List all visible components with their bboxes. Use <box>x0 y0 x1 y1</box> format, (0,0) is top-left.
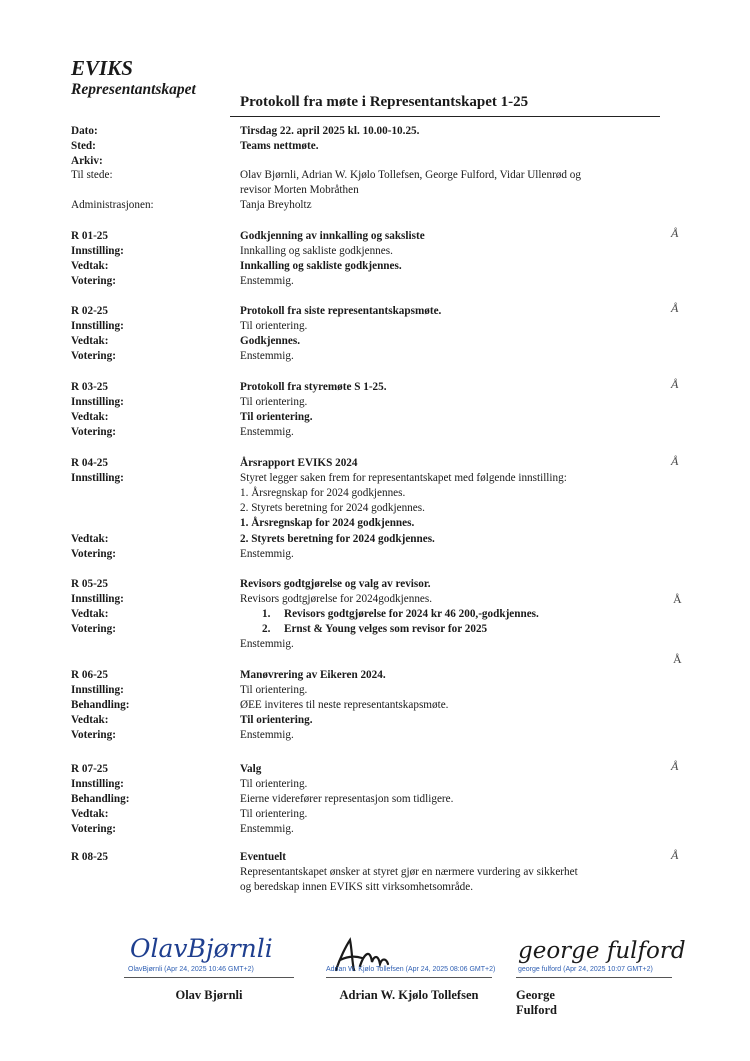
margin-mark: Å <box>671 848 679 862</box>
agenda-item-line <box>0 637 750 652</box>
agenda-item-title: Eventuelt <box>240 851 286 863</box>
meta-value: Tirsdag 22. april 2025 kl. 10.00-10.25. <box>240 125 420 137</box>
meta-row <box>0 124 750 139</box>
agenda-line-value: Eierne viderefører representasjon som tidligere. <box>240 793 454 806</box>
agenda-item-line <box>0 410 750 425</box>
svg-text:OlavBjørnli: OlavBjørnli <box>130 934 273 963</box>
meta-label: Arkiv: <box>71 155 103 167</box>
agenda-line-label: Vedtak: <box>71 714 109 727</box>
org-name: EVIKS <box>71 56 133 80</box>
agenda-line-value: Til orientering. <box>240 411 313 424</box>
agenda-item-line <box>0 334 750 349</box>
agenda-line-label: Vedtak: <box>71 608 109 621</box>
agenda-line-value: 1. Årsregnskap for 2024 godkjennes. <box>240 517 415 530</box>
agenda-line-label: Votering: <box>71 547 116 560</box>
agenda-line-label: Innstilling: <box>71 593 124 606</box>
meta-row <box>0 139 750 154</box>
svg-text:george fulford: george fulford <box>518 938 686 964</box>
document-title: Protokoll fra møte i Representantskapet 1-25 <box>240 94 529 110</box>
agenda-item-line <box>0 532 750 547</box>
agenda-line-value: Til orientering. <box>240 778 308 791</box>
agenda-line-label: Innstilling: <box>71 245 124 258</box>
meta-row <box>0 198 750 213</box>
meta-value: Olav Bjørnli, Adrian W. Kjølo Tollefsen, George Fulford, Vidar Ullenrød og <box>240 169 581 181</box>
agenda-item-line <box>0 607 750 622</box>
signature-3-name: George Fulford <box>516 988 557 1017</box>
agenda-item-line <box>0 259 750 274</box>
agenda-item-line <box>0 792 750 807</box>
agenda-item-line <box>0 547 750 562</box>
signature-1-handwriting <box>128 930 298 964</box>
agenda-line-value: Innkalling og sakliste godkjennes. <box>240 260 402 273</box>
agenda-item-heading <box>0 456 750 471</box>
agenda-item-code: R 02-25 <box>71 305 108 317</box>
agenda-item-line <box>0 395 750 410</box>
agenda-line-label: Votering: <box>71 426 116 439</box>
meta-label: Administrasjonen: <box>71 199 154 211</box>
agenda-item-line <box>0 713 750 728</box>
agenda-item-code: R 07-25 <box>71 763 108 775</box>
agenda-item-title: Godkjenning av innkalling og saksliste <box>240 230 425 242</box>
agenda-line-label: Votering: <box>71 823 116 836</box>
agenda-line-label: Vedtak: <box>71 808 109 821</box>
agenda-line-value: og beredskap innen EVIKS sitt virksomhetsområde. <box>240 881 474 894</box>
agenda-line-value: Til orientering. <box>240 808 308 821</box>
agenda-item-line <box>0 425 750 440</box>
agenda-line-label: Innstilling: <box>71 472 124 485</box>
numbered-decision <box>262 607 539 622</box>
agenda-line-value: Enstemmig. <box>240 426 294 439</box>
agenda-line-label: Behandling: <box>71 793 130 806</box>
agenda-item-line <box>0 486 750 501</box>
agenda-line-label: Votering: <box>71 729 116 742</box>
meta-row <box>0 168 750 183</box>
meta-label: Dato: <box>71 125 98 137</box>
agenda-item-heading <box>0 229 750 244</box>
agenda-line-value: Til orientering. <box>240 320 308 333</box>
agenda-item-line <box>0 592 750 607</box>
margin-mark: Å <box>671 454 679 468</box>
meta-value: Tanja Breyholtz <box>240 199 312 211</box>
signature-3-handwriting <box>516 933 686 967</box>
signature-2-line <box>326 977 492 978</box>
agenda-item-code: R 03-25 <box>71 381 108 393</box>
list-number: 1. <box>262 608 271 621</box>
agenda-line-value: 1. Årsregnskap for 2024 godkjennes. <box>240 487 406 500</box>
agenda-item-line <box>0 319 750 334</box>
agenda-item-code: R 05-25 <box>71 578 108 590</box>
agenda-line-value: 2. Styrets beretning for 2024 godkjennes. <box>240 502 425 515</box>
agenda-item-heading <box>0 668 750 683</box>
list-number: 2. <box>262 623 271 636</box>
agenda-line-value: Enstemmig. <box>240 823 294 836</box>
agenda-line-label: Innstilling: <box>71 684 124 697</box>
agenda-item-line <box>0 683 750 698</box>
agenda-item-line <box>0 807 750 822</box>
agenda-item-title: Valg <box>240 763 262 775</box>
signature-2-stamp: Adrian W. Kjølo Tollefsen (Apr 24, 2025 08:06 GMT+2) <box>326 966 496 973</box>
agenda-line-value: Representantskapet ønsker at styret gjør en nærmere vurdering av sikkerhet <box>240 866 578 879</box>
agenda-line-value: Til orientering. <box>240 714 313 727</box>
meta-row <box>0 154 750 169</box>
org-subtitle: Representantskapet <box>71 81 196 98</box>
meta-value: Teams nettmøte. <box>240 140 319 152</box>
margin-mark: Å <box>671 759 679 773</box>
agenda-item-line <box>0 349 750 364</box>
meta-value: revisor Morten Mobråthen <box>240 184 359 196</box>
meta-label: Sted: <box>71 140 96 152</box>
agenda-line-label: Votering: <box>71 350 116 363</box>
agenda-item-title: Revisors godtgjørelse og valg av revisor. <box>240 578 431 590</box>
agenda-item-code: R 08-25 <box>71 851 108 863</box>
agenda-item-line <box>0 274 750 289</box>
agenda-line-value: Enstemmig. <box>240 275 294 288</box>
agenda-line-label: Votering: <box>71 623 116 636</box>
agenda-item-code: R 06-25 <box>71 669 108 681</box>
agenda-item-code: R 01-25 <box>71 230 108 242</box>
agenda-line-value: Til orientering. <box>240 684 308 697</box>
agenda-item-heading <box>0 577 750 592</box>
agenda-line-value: Enstemmig. <box>240 350 294 363</box>
agenda-line-value: 2. Styrets beretning for 2024 godkjennes. <box>240 532 435 545</box>
agenda-line-value: Innkalling og sakliste godkjennes. <box>240 245 393 258</box>
agenda-item-line <box>0 471 750 486</box>
agenda-item-title: Manøvrering av Eikeren 2024. <box>240 669 386 681</box>
agenda-item-heading <box>0 380 750 395</box>
numbered-decision <box>262 622 487 637</box>
agenda-item-line <box>0 822 750 837</box>
meta-row <box>0 183 750 198</box>
agenda-item-line <box>0 501 750 516</box>
agenda-line-value: Enstemmig. <box>240 638 294 651</box>
agenda-line-value: ØEE inviteres til neste representantskapsmøte. <box>240 699 449 712</box>
agenda-line-label: Behandling: <box>71 699 130 712</box>
signature-1-name: Olav Bjørnli <box>175 988 243 1002</box>
list-text: Ernst & Young velges som revisor for 2025 <box>284 623 488 636</box>
agenda-line-value: Enstemmig. <box>240 547 294 560</box>
agenda-item-line <box>0 698 750 713</box>
margin-mark: Å <box>671 377 679 391</box>
agenda-line-label: Innstilling: <box>71 396 124 409</box>
agenda-line-value: Godkjennes. <box>240 335 300 348</box>
agenda-item-line <box>0 880 750 895</box>
agenda-item-title: Årsrapport EVIKS 2024 <box>240 457 358 469</box>
agenda-item-title: Protokoll fra styremøte S 1-25. <box>240 381 387 393</box>
agenda-line-label: Vedtak: <box>71 532 109 545</box>
agenda-line-value: Styret legger saken frem for representantskapet med følgende innstilling: <box>240 472 567 485</box>
agenda-item-line <box>0 244 750 259</box>
agenda-item-line <box>0 622 750 637</box>
signature-1-stamp: OlavBjørnli (Apr 24, 2025 10:46 GMT+2) <box>128 966 254 973</box>
agenda-item-heading <box>0 850 750 865</box>
agenda-line-label: Vedtak: <box>71 335 109 348</box>
agenda-line-label: Innstilling: <box>71 778 124 791</box>
agenda-line-label: Vedtak: <box>71 411 109 424</box>
agenda-item-line <box>0 777 750 792</box>
margin-mark: Å <box>671 226 679 240</box>
agenda-line-value: Enstemmig. <box>240 729 294 742</box>
margin-mark: Å <box>673 592 682 606</box>
agenda-item-line <box>0 865 750 880</box>
margin-mark: Å <box>673 652 682 666</box>
agenda-item-line <box>0 516 750 531</box>
agenda-line-value: Til orientering. <box>240 396 308 409</box>
signature-1-line <box>124 977 294 978</box>
meta-label: Til stede: <box>71 169 113 181</box>
list-text: Revisors godtgjørelse for 2024 kr 46 200,-godkjennes. <box>284 608 539 621</box>
agenda-line-value: Revisors godtgjørelse for 2024godkjennes. <box>240 593 433 606</box>
agenda-item-code: R 04-25 <box>71 457 108 469</box>
agenda-line-label: Votering: <box>71 275 116 288</box>
signature-2-name: Adrian W. Kjølo Tollefsen <box>339 988 479 1002</box>
agenda-item-line <box>0 728 750 743</box>
signature-3-line <box>516 977 672 978</box>
signature-3-stamp: george fulford (Apr 24, 2025 10:07 GMT+2) <box>518 966 653 973</box>
title-divider <box>230 116 660 117</box>
agenda-item-heading <box>0 304 750 319</box>
agenda-line-label: Innstilling: <box>71 320 124 333</box>
margin-mark: Å <box>671 301 679 315</box>
agenda-item-title: Protokoll fra siste representantskapsmøte. <box>240 305 442 317</box>
agenda-line-label: Vedtak: <box>71 260 109 273</box>
agenda-item-heading <box>0 762 750 777</box>
